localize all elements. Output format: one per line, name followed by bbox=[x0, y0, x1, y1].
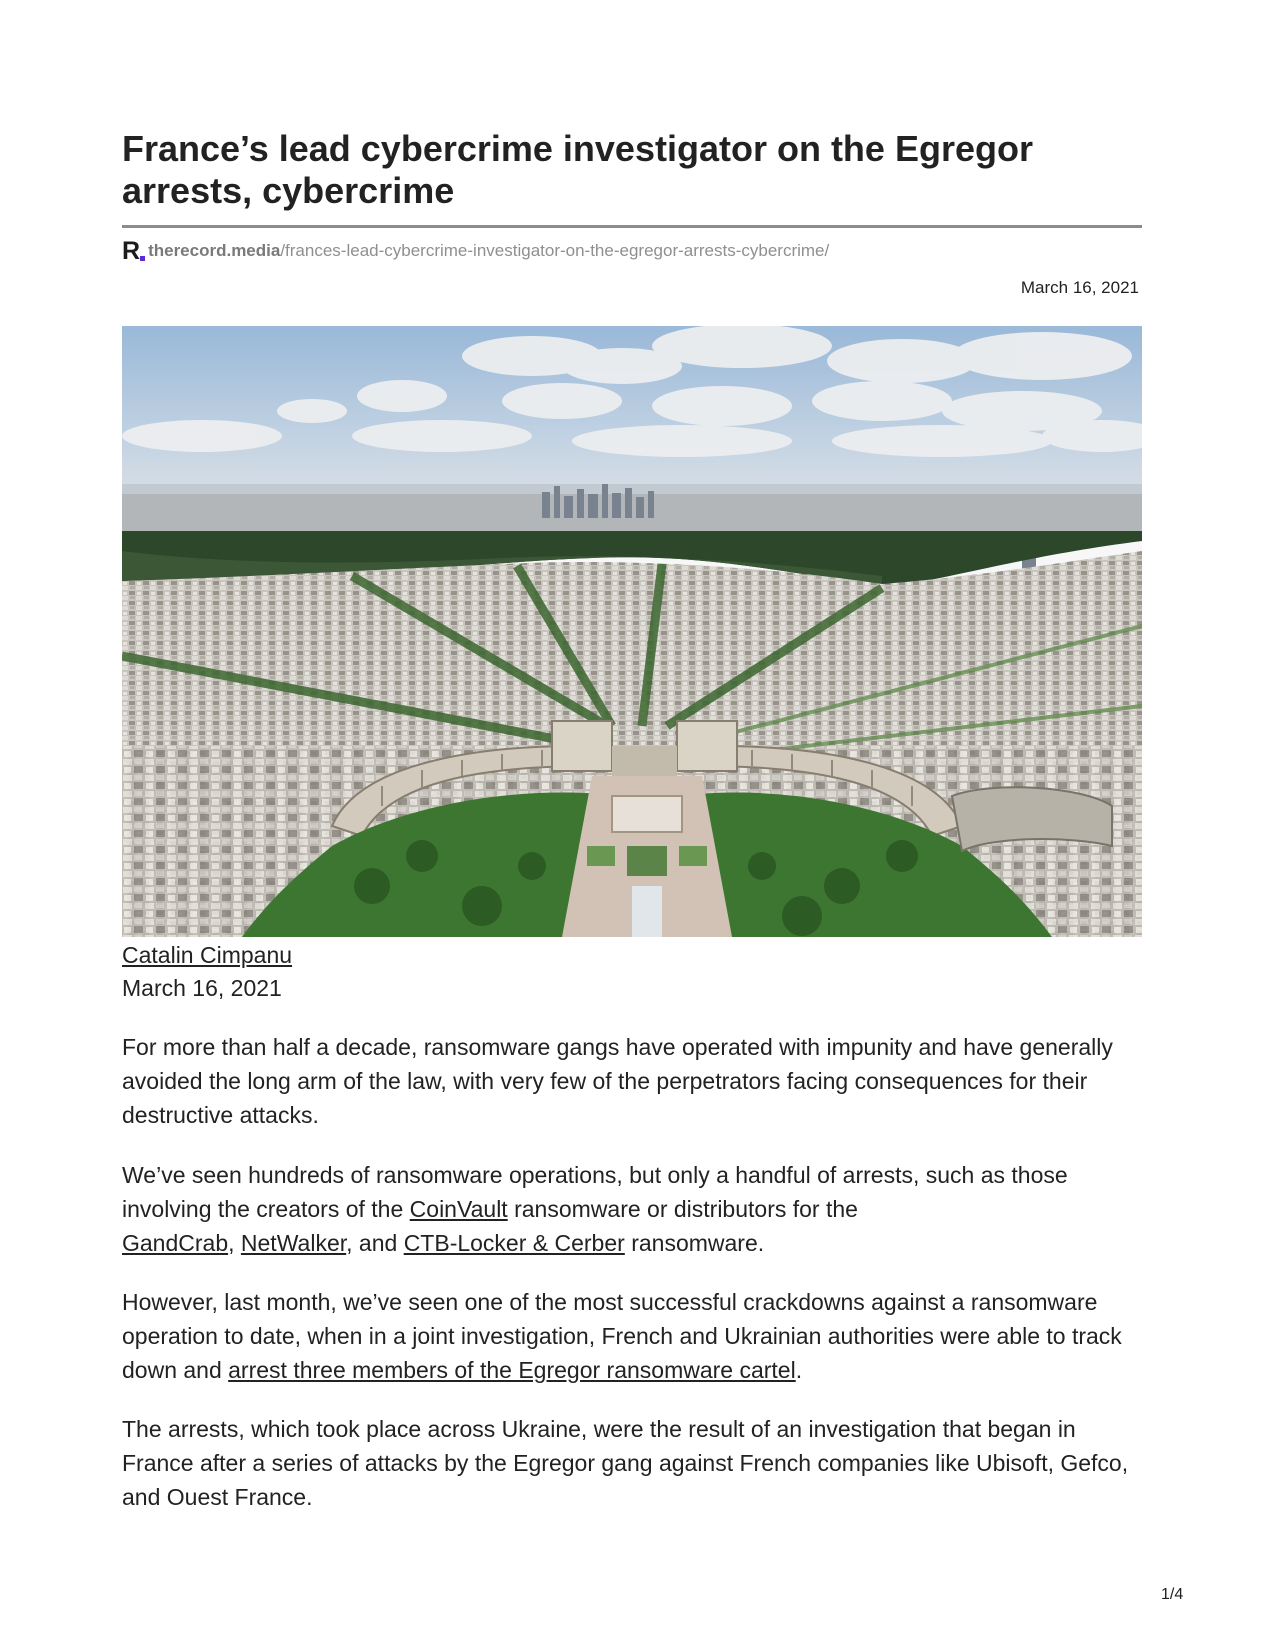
egregor-arrest-link[interactable]: arrest three members of the Egregor ransomware cartel bbox=[228, 1357, 796, 1383]
source-path[interactable]: /frances-lead-cybercrime-investigator-on-the-egregor-arrests-cybercrime/ bbox=[280, 241, 830, 260]
paragraph-2-text: We’ve seen hundreds of ransomware operations, but only a handful of arrests, such as those involving the creators of the bbox=[122, 1162, 1068, 1222]
article-title: France’s lead cybercrime investigator on the Egregor arrests, cybercrime bbox=[122, 128, 1033, 211]
gandcrab-link[interactable]: GandCrab bbox=[122, 1230, 229, 1256]
paragraph-4: The arrests, which took place across Ukraine, were the result of an investigation that began in France after a series of attacks by the Egregor gang against French companies like Ubisoft, Gefco, and Ouest France. bbox=[122, 1416, 1129, 1510]
paragraph-3-text: . bbox=[795, 1357, 803, 1383]
paragraph-2-text: ransomware or distributors for the bbox=[507, 1196, 858, 1222]
paragraph-2 bbox=[122, 1158, 1147, 1260]
page-number: 1/4 bbox=[1161, 1586, 1184, 1603]
ctb-locker-cerber-link[interactable]: CTB-Locker & Cerber bbox=[403, 1230, 625, 1256]
hero-image bbox=[122, 326, 1142, 937]
paragraph-3-text: However, last month, we’ve seen one of the most successful crackdowns against a ransomware operation to date, when in a joint investigation, French and Ukrainian authorities were able to track down and bbox=[122, 1289, 1122, 1383]
the-record-logo-icon: R bbox=[122, 239, 140, 263]
publish-date: March 16, 2021 bbox=[122, 975, 282, 1001]
paragraph-3 bbox=[122, 1285, 1147, 1387]
paragraph-1: For more than half a decade, ransomware gangs have operated with impunity and have generally avoided the long arm of the law, with very few of the perpetrators facing consequences for their destructive attacks. bbox=[122, 1034, 1113, 1128]
source-domain[interactable]: therecord.media bbox=[148, 241, 281, 260]
paragraph-2-text: , bbox=[228, 1230, 241, 1256]
coinvault-link[interactable]: CoinVault bbox=[409, 1196, 508, 1222]
source-line bbox=[122, 238, 829, 264]
title-divider bbox=[122, 225, 1142, 228]
author-link[interactable]: Catalin Cimpanu bbox=[122, 942, 293, 968]
netwalker-link[interactable]: NetWalker bbox=[240, 1230, 347, 1256]
paragraph-2-text: , and bbox=[346, 1230, 404, 1256]
paris-aerial-photo-icon bbox=[122, 326, 1142, 937]
paragraph-2-text: ransomware. bbox=[624, 1230, 765, 1256]
header-date: March 16, 2021 bbox=[1020, 278, 1139, 297]
